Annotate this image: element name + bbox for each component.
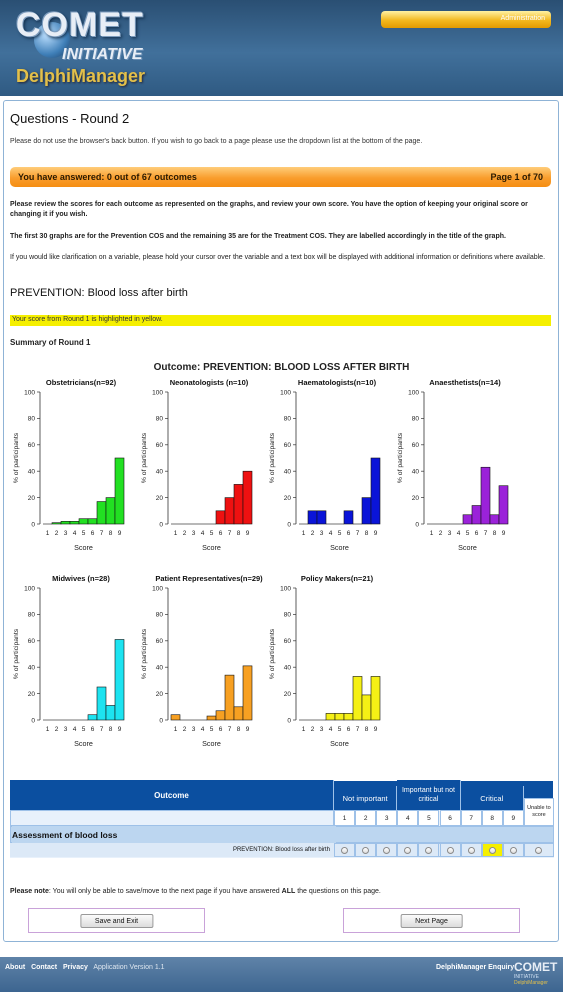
x-tick-label: 8 xyxy=(364,530,369,537)
note-mid: : You will only be able to save/move to the next page if you have answered xyxy=(48,888,282,895)
panel-title: Obstetricians(n=92) xyxy=(45,378,117,387)
x-tick-label: 2 xyxy=(54,726,59,733)
delphimanager-enquiry-link[interactable]: DelphiManager Enquiry xyxy=(436,964,515,971)
x-tick-label: 6 xyxy=(474,530,479,537)
x-tick-label: 7 xyxy=(99,726,104,733)
app-version: Application Version 1.1 xyxy=(93,964,165,971)
bar xyxy=(207,716,216,720)
score-radio-button[interactable] xyxy=(425,847,432,854)
y-axis-label: % of participants xyxy=(13,628,20,680)
y-tick-label: 20 xyxy=(27,690,35,698)
x-tick-label: 9 xyxy=(501,530,506,537)
x-tick-label: 1 xyxy=(45,726,50,733)
bar xyxy=(171,715,180,720)
bar xyxy=(61,521,70,524)
x-tick-label: 6 xyxy=(346,530,351,537)
table-numbers-blank xyxy=(10,810,334,826)
x-tick-label: 1 xyxy=(429,530,434,537)
y-tick-label: 100 xyxy=(24,389,35,397)
y-tick-label: 100 xyxy=(152,585,163,593)
x-tick-label: 9 xyxy=(117,530,122,537)
score-radio-button[interactable] xyxy=(535,847,542,854)
score-column-header: 3 xyxy=(376,810,397,826)
score-radio-cell xyxy=(503,843,524,857)
administration-button[interactable]: Administration xyxy=(381,11,551,28)
y-tick-label: 80 xyxy=(27,611,35,619)
x-tick-label: 5 xyxy=(81,726,86,733)
x-tick-label: 9 xyxy=(373,530,378,537)
y-tick-label: 40 xyxy=(155,468,163,476)
y-tick-label: 20 xyxy=(283,494,291,502)
x-tick-label: 9 xyxy=(117,726,122,733)
x-tick-label: 8 xyxy=(236,726,241,733)
y-tick-label: 80 xyxy=(27,415,35,423)
bar xyxy=(362,695,371,720)
y-tick-label: 60 xyxy=(155,638,163,646)
outcome-heading: PREVENTION: Blood loss after birth xyxy=(10,287,188,299)
score-radio-cell xyxy=(461,843,482,857)
panel-title: Midwives (n=28) xyxy=(52,574,110,583)
score-radio-button[interactable] xyxy=(489,847,496,854)
bar xyxy=(499,486,508,524)
x-tick-label: 2 xyxy=(182,530,187,537)
panel-title: Haematologists(n=10) xyxy=(297,378,377,387)
y-tick-label: 100 xyxy=(408,389,419,397)
chart-title: Outcome: PREVENTION: BLOOD LOSS AFTER BIRTH xyxy=(153,362,410,373)
y-tick-label: 100 xyxy=(280,389,291,397)
unable-column-header: Unable to score xyxy=(524,798,554,826)
bar xyxy=(216,511,225,524)
x-tick-label: 3 xyxy=(319,726,324,733)
panel-title: Anaesthetists(n=14) xyxy=(429,378,501,387)
score-column-header: 6 xyxy=(440,810,461,826)
answer-row-label: PREVENTION: Blood loss after birth xyxy=(10,843,334,857)
bar xyxy=(353,676,362,720)
y-tick-label: 20 xyxy=(411,494,419,502)
save-and-exit-button[interactable]: Save and Exit xyxy=(80,914,153,928)
important-header: Important but not critical xyxy=(397,780,460,810)
y-tick-label: 20 xyxy=(155,494,163,502)
footer-logo-comet: COMET xyxy=(514,960,558,974)
x-tick-label: 7 xyxy=(227,530,232,537)
bar xyxy=(106,705,115,720)
page-indicator: Page 1 of 70 xyxy=(490,172,543,182)
score-column-header: 5 xyxy=(418,810,439,826)
x-axis-label: Score xyxy=(330,739,349,748)
y-tick-label: 0 xyxy=(159,521,163,529)
y-tick-label: 40 xyxy=(283,468,291,476)
next-page-panel xyxy=(343,908,520,933)
y-tick-label: 40 xyxy=(27,468,35,476)
score-radio-cell xyxy=(376,843,397,857)
y-tick-label: 100 xyxy=(24,585,35,593)
section-label: Assessment of blood loss xyxy=(12,826,336,843)
x-tick-label: 9 xyxy=(245,726,250,733)
x-axis-label: Score xyxy=(202,543,221,552)
x-tick-label: 4 xyxy=(200,530,205,537)
score-radio-button[interactable] xyxy=(404,847,411,854)
x-tick-label: 4 xyxy=(72,530,77,537)
y-axis-label: % of participants xyxy=(269,432,276,484)
not-important-header: Not important xyxy=(334,786,397,810)
app-header xyxy=(0,0,563,96)
score-column-header: 9 xyxy=(503,810,524,826)
score-radio-button[interactable] xyxy=(447,847,454,854)
instructions-clarification: If you would like clarification on a variable, please hold your cursor over the variable and a text box will be displayed with additional information or definitions where available. xyxy=(10,254,546,261)
summary-label: Summary of Round 1 xyxy=(10,338,91,347)
bar xyxy=(308,511,317,524)
y-tick-label: 80 xyxy=(411,415,419,423)
score-radio-cell xyxy=(334,843,355,857)
score-radio-cell xyxy=(397,843,418,857)
x-axis-label: Score xyxy=(74,739,93,748)
y-tick-label: 20 xyxy=(283,690,291,698)
score-radio-cell xyxy=(440,843,461,857)
bar xyxy=(344,511,353,524)
bar xyxy=(115,639,124,720)
bar xyxy=(243,471,252,524)
y-tick-label: 100 xyxy=(280,585,291,593)
score-radio-cell xyxy=(418,843,439,857)
y-tick-label: 0 xyxy=(159,717,163,725)
bar xyxy=(97,502,106,524)
x-tick-label: 6 xyxy=(218,530,223,537)
bar xyxy=(472,506,481,524)
footer-logo-initiative: INITIATIVE xyxy=(514,974,539,980)
x-tick-label: 8 xyxy=(108,726,113,733)
score-column-header: 8 xyxy=(482,810,503,826)
x-tick-label: 7 xyxy=(355,726,360,733)
y-tick-label: 20 xyxy=(27,494,35,502)
y-tick-label: 80 xyxy=(155,415,163,423)
x-tick-label: 3 xyxy=(63,726,68,733)
x-tick-label: 1 xyxy=(301,530,306,537)
x-tick-label: 8 xyxy=(492,530,497,537)
bar xyxy=(335,713,344,720)
logo-delphimanager-text: DelphiManager xyxy=(16,66,146,86)
x-tick-label: 4 xyxy=(328,726,333,733)
bar xyxy=(225,675,234,720)
y-tick-label: 40 xyxy=(283,664,291,672)
note-suffix: the questions on this page. xyxy=(295,888,381,895)
y-tick-label: 20 xyxy=(155,690,163,698)
bar xyxy=(317,511,326,524)
x-tick-label: 3 xyxy=(191,726,196,733)
x-tick-label: 5 xyxy=(209,530,214,537)
y-tick-label: 80 xyxy=(155,611,163,619)
footer-comet-logo xyxy=(514,960,558,988)
x-tick-label: 4 xyxy=(456,530,461,537)
panel-title: Neonatologists (n=10) xyxy=(169,378,249,387)
x-tick-label: 7 xyxy=(227,726,232,733)
bar xyxy=(88,715,97,720)
instructions-cos: The first 30 graphs are for the Prevention COS and the remaining 35 are for the Treatment COS. They are labelled accordingly in the title of the graph. xyxy=(10,233,506,240)
y-tick-label: 0 xyxy=(287,717,291,725)
back-button-note: Please do not use the browser's back button. If you wish to go back to a page please use the dropdown list at the bottom of the page. xyxy=(10,138,423,145)
round1-highlight-note: Your score from Round 1 is highlighted in yellow. xyxy=(10,315,551,326)
critical-header: Critical xyxy=(461,786,524,810)
y-tick-label: 100 xyxy=(152,389,163,397)
bar xyxy=(344,713,353,720)
panel-title: Patient Representatives(n=29) xyxy=(155,574,263,583)
x-tick-label: 8 xyxy=(236,530,241,537)
outcome-column-header: Outcome xyxy=(10,780,334,810)
x-axis-label: Score xyxy=(458,543,477,552)
y-tick-label: 40 xyxy=(27,664,35,672)
bar xyxy=(115,458,124,524)
x-axis-label: Score xyxy=(74,543,93,552)
score-column-header: 7 xyxy=(461,810,482,826)
y-axis-label: % of participants xyxy=(141,432,148,484)
y-tick-label: 40 xyxy=(155,664,163,672)
y-axis-label: % of participants xyxy=(397,432,404,484)
x-tick-label: 2 xyxy=(182,726,187,733)
answered-count: You have answered: 0 out of 67 outcomes xyxy=(18,172,197,182)
bar xyxy=(234,707,243,720)
x-tick-label: 2 xyxy=(438,530,443,537)
bar xyxy=(371,458,380,524)
y-axis-label: % of participants xyxy=(13,432,20,484)
bar xyxy=(490,515,499,524)
y-tick-label: 0 xyxy=(31,521,35,529)
x-tick-label: 3 xyxy=(191,530,196,537)
x-tick-label: 5 xyxy=(209,726,214,733)
x-axis-label: Score xyxy=(202,739,221,748)
logo-initiative-text: INITIATIVE xyxy=(62,46,143,63)
y-tick-label: 60 xyxy=(283,442,291,450)
x-tick-label: 1 xyxy=(301,726,306,733)
x-tick-label: 6 xyxy=(90,530,95,537)
x-tick-label: 9 xyxy=(245,530,250,537)
bar xyxy=(216,711,225,720)
note-prefix: Please note xyxy=(10,888,49,895)
y-tick-label: 0 xyxy=(287,521,291,529)
x-tick-label: 1 xyxy=(45,530,50,537)
score-radio-button[interactable] xyxy=(510,847,517,854)
bar xyxy=(79,519,88,524)
score-radio-cell xyxy=(482,843,503,857)
footer-logo-manager: DelphiManager xyxy=(514,980,548,986)
x-tick-label: 7 xyxy=(355,530,360,537)
note-all: ALL xyxy=(281,888,296,895)
footer-privacy-link[interactable]: Privacy xyxy=(62,964,88,971)
y-tick-label: 0 xyxy=(415,521,419,529)
bar xyxy=(106,498,115,524)
bar xyxy=(243,666,252,720)
page-title: Questions - Round 2 xyxy=(10,111,130,126)
instructions-review: Please review the scores for each outcome as represented on the graphs, and review your own score. You have the option of keeping your original score or changing it if you wish. xyxy=(10,201,528,218)
y-tick-label: 60 xyxy=(27,442,35,450)
y-axis-label: % of participants xyxy=(269,628,276,680)
save-exit-panel xyxy=(28,908,205,933)
x-tick-label: 5 xyxy=(81,530,86,537)
y-tick-label: 40 xyxy=(411,468,419,476)
x-tick-label: 2 xyxy=(310,530,315,537)
x-tick-label: 5 xyxy=(337,726,342,733)
panel-title: Policy Makers(n=21) xyxy=(300,574,374,583)
y-tick-label: 60 xyxy=(27,638,35,646)
y-tick-label: 60 xyxy=(283,638,291,646)
x-tick-label: 6 xyxy=(218,726,223,733)
bar xyxy=(70,521,79,524)
y-tick-label: 60 xyxy=(155,442,163,450)
x-tick-label: 2 xyxy=(310,726,315,733)
x-tick-label: 1 xyxy=(173,530,178,537)
next-page-button[interactable]: Next Page xyxy=(400,914,463,928)
y-tick-label: 0 xyxy=(31,717,35,725)
x-tick-label: 1 xyxy=(173,726,178,733)
bar xyxy=(225,498,234,524)
bar xyxy=(481,467,490,524)
footer-about-link[interactable]: About xyxy=(5,964,26,971)
x-tick-label: 8 xyxy=(364,726,369,733)
y-tick-label: 80 xyxy=(283,611,291,619)
score-radio-button[interactable] xyxy=(362,847,369,854)
comet-logo[interactable] xyxy=(10,6,170,86)
score-table xyxy=(10,780,554,858)
bar xyxy=(52,523,61,524)
x-tick-label: 4 xyxy=(328,530,333,537)
bar xyxy=(234,484,243,524)
score-column-header: 1 xyxy=(334,810,355,826)
x-tick-label: 4 xyxy=(200,726,205,733)
x-tick-label: 9 xyxy=(373,726,378,733)
bar xyxy=(463,515,472,524)
y-tick-label: 60 xyxy=(411,442,419,450)
bar xyxy=(362,498,371,524)
x-tick-label: 5 xyxy=(337,530,342,537)
progress-bar xyxy=(10,167,551,187)
bar xyxy=(88,519,97,524)
score-column-header: 2 xyxy=(355,810,376,826)
score-radio-cell xyxy=(355,843,376,857)
logo-comet-text: COMET xyxy=(16,6,144,44)
round1-charts xyxy=(0,372,563,757)
x-axis-label: Score xyxy=(330,543,349,552)
score-radio-button[interactable] xyxy=(341,847,348,854)
y-axis-label: % of participants xyxy=(141,628,148,680)
x-tick-label: 2 xyxy=(54,530,59,537)
score-radio-cell xyxy=(524,843,554,857)
bar xyxy=(326,713,335,720)
score-radio-button[interactable] xyxy=(468,847,475,854)
x-tick-label: 4 xyxy=(72,726,77,733)
bar xyxy=(97,687,106,720)
y-tick-label: 80 xyxy=(283,415,291,423)
x-tick-label: 3 xyxy=(319,530,324,537)
x-tick-label: 3 xyxy=(63,530,68,537)
x-tick-label: 3 xyxy=(447,530,452,537)
footer xyxy=(0,957,563,992)
score-radio-button[interactable] xyxy=(383,847,390,854)
bar xyxy=(371,676,380,720)
x-tick-label: 7 xyxy=(99,530,104,537)
x-tick-label: 7 xyxy=(483,530,488,537)
footer-contact-link[interactable]: Contact xyxy=(31,964,58,971)
save-note xyxy=(10,888,381,895)
x-tick-label: 5 xyxy=(465,530,470,537)
x-tick-label: 6 xyxy=(90,726,95,733)
x-tick-label: 6 xyxy=(346,726,351,733)
x-tick-label: 8 xyxy=(108,530,113,537)
score-column-header: 4 xyxy=(397,810,418,826)
